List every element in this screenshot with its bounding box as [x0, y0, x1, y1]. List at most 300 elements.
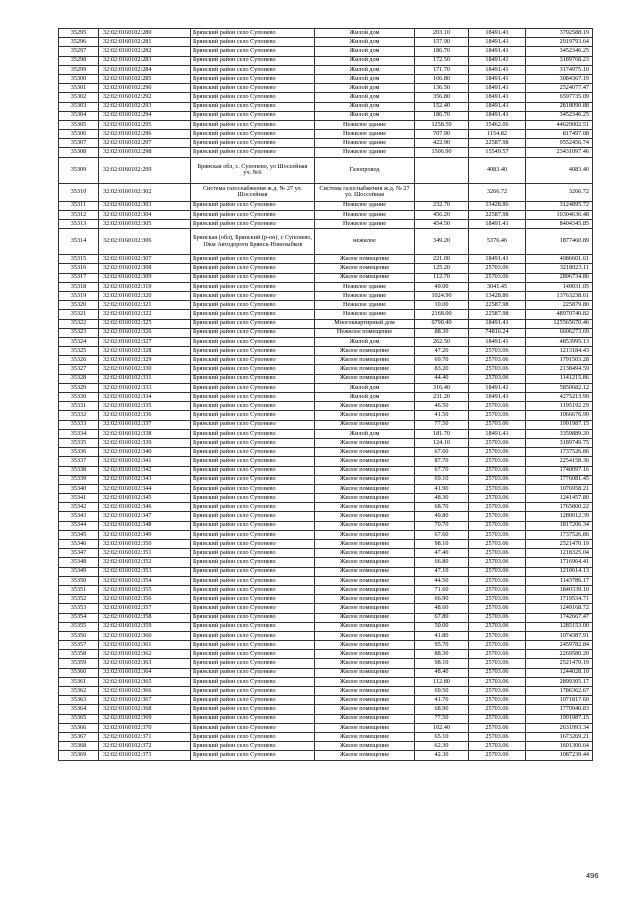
rate-cell: 25703.06	[469, 264, 526, 273]
area-cell: 125.20	[415, 264, 469, 273]
area-cell: 66.80	[415, 558, 469, 567]
cadastral-number: 32:02:0160102:308	[99, 264, 191, 273]
row-number: 35342	[59, 503, 99, 512]
object-name-cell: Система газоснабжения ж.д. № 27 ул. Шоссейная	[315, 183, 415, 201]
address-cell: Брянский район село Супонево	[191, 585, 315, 594]
object-name-cell: Жилое помещение	[315, 374, 415, 383]
table-row	[59, 457, 593, 466]
table-row	[59, 210, 593, 219]
table-row	[59, 521, 593, 530]
row-number: 35340	[59, 484, 99, 493]
object-name-cell: Жилое помещение	[315, 420, 415, 429]
row-number: 35326	[59, 356, 99, 365]
cadastral-value-cell: 1218325.04	[526, 549, 593, 558]
rate-cell: 25703.06	[469, 530, 526, 539]
cadastral-value-cell: 1141215.86	[526, 374, 593, 383]
object-name-cell: Многоквартирный дом	[315, 319, 415, 328]
rate-cell: 25703.06	[469, 751, 526, 760]
object-name-cell: Жилое помещение	[315, 512, 415, 521]
cadastral-value-cell: 125565670.46	[526, 319, 593, 328]
row-number: 35361	[59, 677, 99, 686]
cadastral-number: 32:02:0160102:297	[99, 139, 191, 148]
address-cell: Брянский район село Супонево	[191, 503, 315, 512]
rate-cell: 18491.41	[469, 93, 526, 102]
rate-cell: 25703.06	[469, 677, 526, 686]
cadastral-number: 32:02:0160102:285	[99, 74, 191, 83]
row-number: 35306	[59, 130, 99, 139]
address-cell: Брянский район село Супонево	[191, 448, 315, 457]
area-cell: 49.00	[415, 282, 469, 291]
rate-cell: 3041.45	[469, 282, 526, 291]
area-cell: 69.70	[415, 356, 469, 365]
area-cell: 1506.90	[415, 148, 469, 157]
address-cell: Брянский район село Супонево	[191, 273, 315, 282]
object-name-cell: Жилое помещение	[315, 255, 415, 264]
rate-cell: 25703.06	[469, 521, 526, 530]
table-row	[59, 429, 593, 438]
table-row	[59, 356, 593, 365]
row-number: 35330	[59, 393, 99, 402]
cadastral-number: 32:02:0160102:303	[99, 201, 191, 210]
rate-cell: 25703.06	[469, 494, 526, 503]
rate-cell: 25703.06	[469, 457, 526, 466]
cadastral-number: 32:02:0160102:362	[99, 650, 191, 659]
row-number: 35348	[59, 558, 99, 567]
row-number: 35298	[59, 56, 99, 65]
area-cell: 171.70	[415, 65, 469, 74]
area-cell: 47.20	[415, 347, 469, 356]
rate-cell: 25703.06	[469, 622, 526, 631]
address-cell: Брянский район село Супонево	[191, 120, 315, 129]
cadastral-number: 32:02:0160102:331	[99, 374, 191, 383]
cadastral-value-cell: 1737526.86	[526, 530, 593, 539]
row-number: 35300	[59, 74, 99, 83]
table-row	[59, 466, 593, 475]
address-cell: Брянский район село Супонево	[191, 301, 315, 310]
cadastral-value-cell: 3124895.72	[526, 201, 593, 210]
rate-cell: 74816.24	[469, 328, 526, 337]
object-name-cell: Жилой дом	[315, 102, 415, 111]
object-name-cell: Жилое помещение	[315, 549, 415, 558]
cadastral-number: 32:02:0160102:343	[99, 475, 191, 484]
area-cell: 41.80	[415, 631, 469, 640]
area-cell: 10.00	[415, 301, 469, 310]
table-row	[59, 393, 593, 402]
cadastral-value-cell: 3218023.11	[526, 264, 593, 273]
cadastral-number: 32:02:0160102:293	[99, 102, 191, 111]
cadastral-value-cell: 5850682.12	[526, 383, 593, 392]
table-row	[59, 659, 593, 668]
row-number: 35320	[59, 301, 99, 310]
rate-cell: 25703.06	[469, 503, 526, 512]
address-cell: Брянский район село Супонево	[191, 356, 315, 365]
object-name-cell: Жилое помещение	[315, 521, 415, 530]
row-number: 35345	[59, 530, 99, 539]
cadastral-number: 32:02:0160102:340	[99, 448, 191, 457]
cadastral-number: 32:02:0160102:367	[99, 696, 191, 705]
cadastral-value-cell: 44629002.51	[526, 120, 593, 129]
row-number: 35309	[59, 157, 99, 183]
address-cell: Брянский район село Супонево	[191, 402, 315, 411]
address-cell: Брянский район село Супонево	[191, 29, 315, 38]
table-row	[59, 585, 593, 594]
area-cell: 68.90	[415, 705, 469, 714]
rate-cell: 25703.06	[469, 723, 526, 732]
cadastral-value-cell: 2524077.47	[526, 84, 593, 93]
row-number: 35362	[59, 687, 99, 696]
cadastral-value-cell: 2631993.34	[526, 723, 593, 732]
cadastral-number: 32:02:0160102:306	[99, 229, 191, 255]
address-cell: Брянский район село Супонево	[191, 139, 315, 148]
address-cell: Брянский район село Супонево	[191, 650, 315, 659]
cadastral-value-cell: 1249168.72	[526, 604, 593, 613]
table-row	[59, 494, 593, 503]
area-cell: 152.40	[415, 102, 469, 111]
rate-cell: 25703.06	[469, 650, 526, 659]
row-number: 35312	[59, 210, 99, 219]
cadastral-value-cell: 1285153.00	[526, 622, 593, 631]
row-number: 35366	[59, 723, 99, 732]
cadastral-value-cell: 3189768.23	[526, 56, 593, 65]
area-cell: 157.90	[415, 38, 469, 47]
cadastral-value-cell: 2138494.59	[526, 365, 593, 374]
table-row	[59, 742, 593, 751]
address-cell: Брянский район село Супонево	[191, 714, 315, 723]
row-number: 35329	[59, 383, 99, 392]
cadastral-value-cell: 1241457.80	[526, 494, 593, 503]
row-number: 35341	[59, 494, 99, 503]
address-cell: Брянский район село Супонево	[191, 74, 315, 83]
address-cell: Брянский район село Супонево	[191, 613, 315, 622]
cadastral-value-cell: 1076958.21	[526, 484, 593, 493]
object-name-cell: Жилое помещение	[315, 503, 415, 512]
cadastral-number: 32:02:0160102:320	[99, 291, 191, 300]
table-row	[59, 273, 593, 282]
object-name-cell: Жилой дом	[315, 38, 415, 47]
cadastral-number: 32:02:0160102:284	[99, 65, 191, 74]
row-number: 35344	[59, 521, 99, 530]
cadastral-value-cell: 1840339.10	[526, 585, 593, 594]
cadastral-value-cell: 1817206.34	[526, 521, 593, 530]
cadastral-number: 32:02:0160102:350	[99, 540, 191, 549]
cadastral-number: 32:02:0160102:329	[99, 356, 191, 365]
cadastral-number: 32:02:0160102:307	[99, 255, 191, 264]
table-row	[59, 732, 593, 741]
address-cell: Брянская обл, с. Супонево, ул Шоссейная уч. №6	[191, 157, 315, 183]
cadastral-value-cell: 4083.40	[526, 157, 593, 183]
rate-cell: 25703.06	[469, 668, 526, 677]
address-cell: Брянский район село Супонево	[191, 264, 315, 273]
row-number: 35343	[59, 512, 99, 521]
row-number: 35336	[59, 448, 99, 457]
area-cell: 48.30	[415, 494, 469, 503]
row-number: 35296	[59, 38, 99, 47]
row-number: 35328	[59, 374, 99, 383]
cadastral-value-cell: 1877460.89	[526, 229, 593, 255]
object-name-cell: Жилое помещение	[315, 659, 415, 668]
object-name-cell: Жилое помещение	[315, 585, 415, 594]
cadastral-number: 32:02:0160102:336	[99, 411, 191, 420]
area-cell: 316.40	[415, 383, 469, 392]
area-cell: 41.50	[415, 411, 469, 420]
address-cell: Брянский район село Супонево	[191, 530, 315, 539]
object-name-cell: Жилое помещение	[315, 742, 415, 751]
rate-cell: 25703.06	[469, 687, 526, 696]
cadastral-number: 32:02:0160102:294	[99, 111, 191, 120]
cadastral-number: 32:02:0160102:347	[99, 512, 191, 521]
table-row	[59, 475, 593, 484]
address-cell: Брянский район село Супонево	[191, 255, 315, 264]
object-name-cell: Жилой дом	[315, 56, 415, 65]
cadastral-value-cell: 2269580.20	[526, 650, 593, 659]
row-number: 35360	[59, 668, 99, 677]
rate-cell: 3266.72	[469, 183, 526, 201]
object-name-cell: Жилое помещение	[315, 402, 415, 411]
object-name-cell: Жилой дом	[315, 93, 415, 102]
row-number: 35353	[59, 604, 99, 613]
table-row	[59, 420, 593, 429]
rate-cell: 25703.06	[469, 438, 526, 447]
object-name-cell: Жилое помещение	[315, 558, 415, 567]
address-cell: Брянский район село Супонево	[191, 337, 315, 346]
table-body	[59, 29, 593, 761]
rate-cell: 18491.41	[469, 47, 526, 56]
object-name-cell: Жилой дом	[315, 65, 415, 74]
row-number: 35335	[59, 438, 99, 447]
object-name-cell: Нежилое здание	[315, 220, 415, 229]
address-cell: Брянский район село Супонево	[191, 38, 315, 47]
table-row	[59, 47, 593, 56]
table-row	[59, 714, 593, 723]
table-row	[59, 337, 593, 346]
address-cell: Брянский район село Супонево	[191, 310, 315, 319]
object-name-cell: Жилое помещение	[315, 448, 415, 457]
rate-cell: 25703.06	[469, 742, 526, 751]
row-number: 35295	[59, 29, 99, 38]
cadastral-number: 32:02:0160102:337	[99, 420, 191, 429]
cadastral-number: 32:02:0160102:370	[99, 723, 191, 732]
table-row	[59, 301, 593, 310]
address-cell: Брянский район село Супонево	[191, 576, 315, 585]
address-cell: Брянский район село Супонево	[191, 365, 315, 374]
area-cell: 203.10	[415, 29, 469, 38]
area-cell: 41.70	[415, 696, 469, 705]
rate-cell: 18491.41	[469, 38, 526, 47]
table-row	[59, 56, 593, 65]
table-row	[59, 576, 593, 585]
object-name-cell: Жилой дом	[315, 383, 415, 392]
row-number: 35299	[59, 65, 99, 74]
object-name-cell: Жилой дом	[315, 393, 415, 402]
table-row	[59, 374, 593, 383]
table-row	[59, 622, 593, 631]
area-cell: 50.00	[415, 622, 469, 631]
area-cell	[415, 157, 469, 183]
cadastral-value-cell: 8404345.85	[526, 220, 593, 229]
cadastral-number: 32:02:0160102:296	[99, 130, 191, 139]
table-row	[59, 723, 593, 732]
address-cell: Брянский район село Супонево	[191, 677, 315, 686]
row-number: 35302	[59, 93, 99, 102]
table-row	[59, 512, 593, 521]
cadastral-number: 32:02:0160102:335	[99, 402, 191, 411]
area-cell: 6790.40	[415, 319, 469, 328]
cadastral-number: 32:02:0160102:356	[99, 595, 191, 604]
row-number: 35322	[59, 319, 99, 328]
area-cell: 46.50	[415, 402, 469, 411]
area-cell	[415, 183, 469, 201]
row-number: 35305	[59, 120, 99, 129]
row-number: 35359	[59, 659, 99, 668]
table-row	[59, 255, 593, 264]
row-number: 35301	[59, 84, 99, 93]
table-row	[59, 130, 593, 139]
cadastral-value-cell: 3452346.25	[526, 47, 593, 56]
cadastral-number: 32:02:0160102:349	[99, 530, 191, 539]
cadastral-value-cell: 1244028.10	[526, 668, 593, 677]
area-cell: 48.40	[415, 668, 469, 677]
object-name-cell: Жилое помещение	[315, 732, 415, 741]
rate-cell: 25703.06	[469, 466, 526, 475]
address-cell: Брянский район село Супонево	[191, 631, 315, 640]
cadastral-number: 32:02:0160102:333	[99, 383, 191, 392]
rate-cell: 25703.06	[469, 374, 526, 383]
rate-cell: 25703.06	[469, 641, 526, 650]
rate-cell: 13428.86	[469, 291, 526, 300]
cadastral-value-cell: 9552456.74	[526, 139, 593, 148]
row-number: 35303	[59, 102, 99, 111]
rate-cell: 18491.41	[469, 74, 526, 83]
area-cell: 70.70	[415, 521, 469, 530]
row-number: 35318	[59, 282, 99, 291]
object-name-cell: Жилое помещение	[315, 494, 415, 503]
cadastral-number: 32:02:0160102:353	[99, 567, 191, 576]
object-name-cell: Жилое помещение	[315, 540, 415, 549]
cadastral-number: 32:02:0160102:352	[99, 558, 191, 567]
address-cell: Брянский район село Супонево	[191, 201, 315, 210]
address-cell: Брянский район село Супонево	[191, 687, 315, 696]
table-row	[59, 751, 593, 760]
cadastral-number: 32:02:0160102:346	[99, 503, 191, 512]
object-name-cell: Нежилое помещение	[315, 328, 415, 337]
rate-cell: 25703.06	[469, 402, 526, 411]
area-cell: 136.50	[415, 84, 469, 93]
cadastral-value-cell: 2899305.17	[526, 677, 593, 686]
object-name-cell: Жилое помещение	[315, 723, 415, 732]
address-cell: Брянский район село Супонево	[191, 47, 315, 56]
object-name-cell: Жилое помещение	[315, 264, 415, 273]
address-cell: Брянский район село Супонево	[191, 291, 315, 300]
row-number: 35333	[59, 420, 99, 429]
table-row	[59, 328, 593, 337]
property-table	[58, 28, 593, 761]
rate-cell: 22587.98	[469, 310, 526, 319]
table-row	[59, 613, 593, 622]
table-row	[59, 291, 593, 300]
row-number: 35319	[59, 291, 99, 300]
row-number: 35311	[59, 201, 99, 210]
rate-cell: 25703.06	[469, 613, 526, 622]
cadastral-value-cell: 1740097.16	[526, 466, 593, 475]
address-cell: Брянский район село Супонево	[191, 429, 315, 438]
table-row	[59, 402, 593, 411]
object-name-cell: Нежилое здание	[315, 120, 415, 129]
area-cell: 221.00	[415, 255, 469, 264]
rate-cell: 25703.06	[469, 540, 526, 549]
area-cell: 48.60	[415, 604, 469, 613]
row-number: 35364	[59, 705, 99, 714]
cadastral-value-cell: 1770940.83	[526, 705, 593, 714]
rate-cell: 25703.06	[469, 732, 526, 741]
rate-cell: 18491.41	[469, 65, 526, 74]
cadastral-value-cell: 1210614.13	[526, 567, 593, 576]
rate-cell: 22587.98	[469, 139, 526, 148]
object-name-cell: Жилое помещение	[315, 595, 415, 604]
rate-cell: 25703.06	[469, 576, 526, 585]
cadastral-value-cell: 1066676.99	[526, 411, 593, 420]
row-number: 35325	[59, 347, 99, 356]
object-name-cell: Нежилое здание	[315, 210, 415, 219]
cadastral-number: 32:02:0160102:359	[99, 622, 191, 631]
row-number: 35350	[59, 576, 99, 585]
area-cell: 124.10	[415, 438, 469, 447]
row-number: 35313	[59, 220, 99, 229]
table-row	[59, 687, 593, 696]
area-cell: 231.20	[415, 393, 469, 402]
object-name-cell: Жилое помещение	[315, 438, 415, 447]
table-row	[59, 540, 593, 549]
rate-cell: 25703.06	[469, 365, 526, 374]
address-cell: Брянский район село Супонево	[191, 604, 315, 613]
cadastral-number: 32:02:0160102:319	[99, 282, 191, 291]
address-cell: Брянский район село Супонево	[191, 84, 315, 93]
object-name-cell: Жилое помещение	[315, 457, 415, 466]
cadastral-number: 32:02:0160102:322	[99, 310, 191, 319]
rate-cell: 18491.41	[469, 102, 526, 111]
cadastral-number: 32:02:0160102:327	[99, 337, 191, 346]
area-cell: 349.20	[415, 229, 469, 255]
rate-cell: 4083.40	[469, 157, 526, 183]
object-name-cell: Жилое помещение	[315, 687, 415, 696]
area-cell: 47.10	[415, 567, 469, 576]
area-cell: 44.40	[415, 374, 469, 383]
row-number: 35367	[59, 732, 99, 741]
table-row	[59, 650, 593, 659]
area-cell: 707.90	[415, 130, 469, 139]
row-number: 35365	[59, 714, 99, 723]
object-name-cell: Жилое помещение	[315, 576, 415, 585]
cadastral-value-cell: 3266.72	[526, 183, 593, 201]
row-number: 35356	[59, 631, 99, 640]
rate-cell: 18491.41	[469, 29, 526, 38]
row-number: 35308	[59, 148, 99, 157]
row-number: 35297	[59, 47, 99, 56]
area-cell: 356.80	[415, 93, 469, 102]
row-number: 35307	[59, 139, 99, 148]
cadastral-value-cell: 1601300.64	[526, 742, 593, 751]
cadastral-value-cell: 2521470.19	[526, 540, 593, 549]
address-cell: Брянский район село Супонево	[191, 220, 315, 229]
object-name-cell: Жилое помещение	[315, 466, 415, 475]
area-cell: 77.50	[415, 714, 469, 723]
cadastral-number: 32:02:0160102:334	[99, 393, 191, 402]
address-cell: Брянская (обл), Брянский (р-он), с Супонево, 10км Автодороги Брянск-Новозыбков	[191, 229, 315, 255]
address-cell: Брянский район село Супонево	[191, 475, 315, 484]
cadastral-value-cell: 2818090.88	[526, 102, 593, 111]
cadastral-number: 32:02:0160102:357	[99, 604, 191, 613]
object-name-cell: Жилое помещение	[315, 604, 415, 613]
row-number: 35355	[59, 622, 99, 631]
